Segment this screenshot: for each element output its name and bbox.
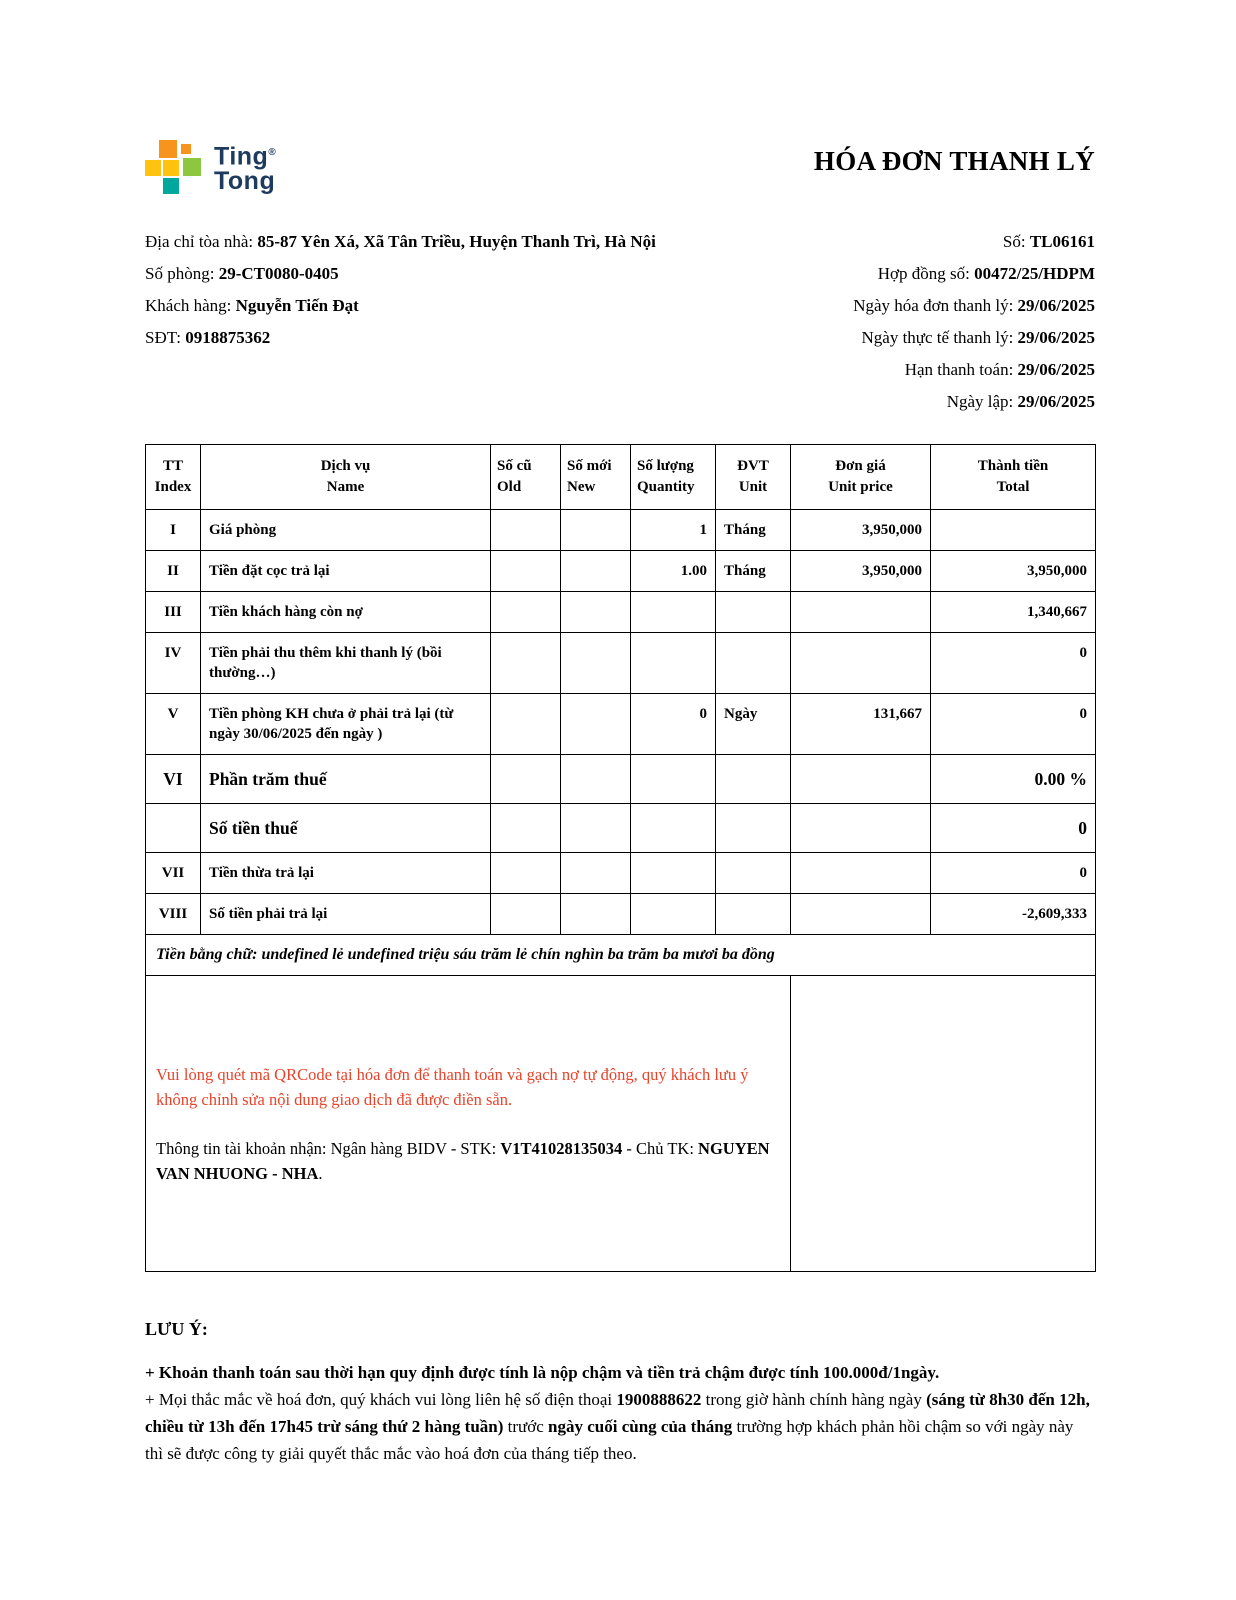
- cell-qty: [631, 894, 716, 935]
- cell-name: Số tiền phải trả lại: [201, 894, 491, 935]
- cell-new: [561, 804, 631, 853]
- payment-row: [146, 976, 1096, 1272]
- col-header-qty-en: Quantity: [637, 479, 695, 495]
- cell-total: 0: [931, 633, 1096, 694]
- room-number-value: 29-CT0080-0405: [218, 264, 339, 283]
- table-row-V: [146, 694, 1096, 755]
- cell-name: Phần trăm thuế: [201, 755, 491, 804]
- logo-pixel-square: [163, 178, 179, 194]
- cell-total: 0: [931, 694, 1096, 755]
- text-segment: 1900888622: [616, 1390, 702, 1409]
- cell-total: -2,609,333: [931, 894, 1096, 935]
- col-header-name-en: Name: [326, 479, 365, 495]
- room-number-label: Số phòng:: [145, 264, 219, 283]
- info-section: [145, 226, 1095, 418]
- col-header-index-en: Index: [154, 479, 192, 495]
- col-header-total-en: Total: [996, 479, 1030, 495]
- table-row-VIII: [146, 894, 1096, 935]
- invoice-number-value: TL06161: [1029, 232, 1095, 251]
- qr-payment-warning-text: Vui lòng quét mã QRCode tại hóa đơn để thanh toán và gạch nợ tự động, quý khách lưu ý không chỉnh sửa nội dung giao dịch đã được điền sẵn.: [156, 1064, 749, 1109]
- cell-old: [491, 804, 561, 853]
- text-segment: + Mọi thắc mắc về hoá đơn, quý khách vui lòng liên hệ số điện thoại: [145, 1390, 617, 1409]
- customer-name-value: Nguyễn Tiến Đạt: [235, 296, 359, 315]
- logo-pixel-square: [159, 140, 177, 158]
- col-header-unit-en: Unit: [738, 479, 768, 495]
- cell-price: 3,950,000: [791, 510, 931, 551]
- cell-old: [491, 694, 561, 755]
- cell-old: [491, 633, 561, 694]
- invoice-number: [853, 226, 1095, 258]
- cell-qty: 1.00: [631, 551, 716, 592]
- logo-pixel-square: [181, 144, 191, 154]
- customer-info-block: [145, 226, 660, 418]
- payment-due-date-value: 29/06/2025: [1017, 360, 1095, 379]
- col-header-new-vi: Số mới: [567, 458, 612, 474]
- cell-new: [561, 755, 631, 804]
- cell-old: [491, 853, 561, 894]
- text-segment: trường hợp khách phản hồi chậm so với ngày này thì sẽ được công ty giải quyết thắc mắc vào hoá đơn của tháng tiếp theo.: [145, 1417, 1074, 1463]
- col-header-old: [491, 445, 561, 510]
- col-header-unit-vi: ĐVT: [737, 458, 769, 474]
- payment-due-date: [853, 354, 1095, 386]
- col-header-old-vi: Số cũ: [497, 458, 532, 474]
- cell-index: I: [146, 510, 201, 551]
- invoice-table: [145, 444, 1096, 1272]
- text-segment: trước: [503, 1417, 549, 1436]
- cell-unit: Ngày: [716, 694, 791, 755]
- cell-total: [931, 510, 1096, 551]
- cell-price: [791, 633, 931, 694]
- text-segment: V1T41028135034: [500, 1138, 623, 1158]
- cell-unit: [716, 804, 791, 853]
- cell-qty: [631, 592, 716, 633]
- building-address-value: 85-87 Yên Xá, Xã Tân Triều, Huyện Thanh Trì, Hà Nội: [257, 232, 656, 251]
- table-row-tax-amount: [146, 804, 1096, 853]
- col-header-index: [146, 445, 201, 510]
- cell-new: [561, 592, 631, 633]
- qr-code-area: [791, 976, 1096, 1272]
- logo-pixel-square: [183, 158, 201, 176]
- logo-pixel-square: [145, 160, 161, 176]
- contract-number-label: Hợp đồng số:: [877, 264, 975, 283]
- cell-old: [491, 592, 561, 633]
- issue-date-value: 29/06/2025: [1017, 392, 1095, 411]
- col-header-price-en: Unit price: [828, 479, 893, 495]
- col-header-price-vi: Đơn giá: [835, 458, 886, 474]
- cell-unit: [716, 894, 791, 935]
- actual-liquidation-date-label: Ngày thực tế thanh lý:: [861, 328, 1018, 347]
- cell-index: VI: [146, 755, 201, 804]
- cell-new: [561, 633, 631, 694]
- cell-index: VIII: [146, 894, 201, 935]
- cell-new: [561, 694, 631, 755]
- cell-unit: [716, 633, 791, 694]
- cell-index: IV: [146, 633, 201, 694]
- table-row-IV: [146, 633, 1096, 694]
- cell-index: [146, 804, 201, 853]
- cell-price: 3,950,000: [791, 551, 931, 592]
- cell-unit: [716, 853, 791, 894]
- logo-word-tong: Tong: [214, 167, 276, 196]
- col-header-total: [931, 445, 1096, 510]
- cell-index: V: [146, 694, 201, 755]
- cell-qty: 0: [631, 694, 716, 755]
- issue-date: [853, 386, 1095, 418]
- tingtong-logo-icon: [145, 138, 203, 196]
- logo-word-ting: Ting: [214, 142, 269, 171]
- cell-price: [791, 592, 931, 633]
- text-segment: NGUYEN VAN NHUONG - NHA: [156, 1138, 770, 1183]
- cell-index: II: [146, 551, 201, 592]
- table-row-III: [146, 592, 1096, 633]
- col-header-name-vi: Dịch vụ: [320, 458, 371, 474]
- col-header-old-en: Old: [497, 479, 522, 495]
- cell-new: [561, 894, 631, 935]
- cell-index: VII: [146, 853, 201, 894]
- text-segment: + Khoản thanh toán sau thời hạn quy định được tính là nộp chậm và tiền trả chậm được tính 100.000đ/1ngày.: [145, 1363, 940, 1382]
- col-header-total-vi: Thành tiền: [977, 458, 1049, 474]
- cell-unit: Tháng: [716, 551, 791, 592]
- building-address: [145, 226, 660, 258]
- notes-title: LƯU Ý:: [145, 1319, 208, 1339]
- document-title: HÓA ĐƠN THANH LÝ: [813, 146, 1095, 176]
- cell-name: Tiền đặt cọc trả lại: [201, 551, 491, 592]
- logo-pixel-square: [163, 160, 179, 176]
- cell-old: [491, 551, 561, 592]
- actual-liquidation-date: [853, 322, 1095, 354]
- cell-qty: [631, 755, 716, 804]
- customer-name: [145, 290, 660, 322]
- cell-name: Tiền thừa trả lại: [201, 853, 491, 894]
- cell-new: [561, 551, 631, 592]
- phone-number: [145, 322, 660, 354]
- cell-name: Số tiền thuế: [201, 804, 491, 853]
- cell-price: 131,667: [791, 694, 931, 755]
- liquidation-invoice-date-label: Ngày hóa đơn thanh lý:: [853, 296, 1018, 315]
- cell-unit: [716, 755, 791, 804]
- table-row-VI: [146, 755, 1096, 804]
- col-header-index-vi: TT: [162, 458, 183, 474]
- text-segment: (sáng từ 8h30 đến 12h, chiều từ 13h đến 17h45 trừ sáng thứ 2 hàng tuần): [145, 1390, 1090, 1436]
- invoice-header: [145, 138, 1095, 196]
- cell-qty: [631, 853, 716, 894]
- cell-unit: Tháng: [716, 510, 791, 551]
- text-segment: ngày cuối cùng của tháng: [548, 1417, 733, 1436]
- cell-price: [791, 853, 931, 894]
- cell-total: 1,340,667: [931, 592, 1096, 633]
- cell-old: [491, 510, 561, 551]
- note-contact-info: [145, 1386, 1095, 1467]
- cell-old: [491, 894, 561, 935]
- actual-liquidation-date-value: 29/06/2025: [1017, 328, 1095, 347]
- room-number: [145, 258, 660, 290]
- logo-line-1: [214, 140, 276, 169]
- phone-number-label: SĐT:: [145, 328, 186, 347]
- issue-date-label: Ngày lập:: [946, 392, 1018, 411]
- cell-total: 3,950,000: [931, 551, 1096, 592]
- col-header-qty: [631, 445, 716, 510]
- notes-section: [145, 1316, 1095, 1467]
- text-segment: Thông tin tài khoản nhận: Ngân hàng BIDV - STK:: [156, 1138, 501, 1158]
- cell-total: 0.00 %: [931, 755, 1096, 804]
- liquidation-invoice-date: [853, 290, 1095, 322]
- cell-unit: [716, 592, 791, 633]
- cell-name: Tiền khách hàng còn nợ: [201, 592, 491, 633]
- text-segment: - Chủ TK:: [622, 1138, 699, 1158]
- table-row-VII: [146, 853, 1096, 894]
- col-header-name: [201, 445, 491, 510]
- table-row-II: [146, 551, 1096, 592]
- phone-number-value: 0918875362: [185, 328, 271, 347]
- text-segment: trong giờ hành chính hàng ngày: [701, 1390, 927, 1409]
- note-late-payment: [145, 1359, 1095, 1386]
- cell-price: [791, 755, 931, 804]
- cell-qty: [631, 633, 716, 694]
- cell-price: [791, 894, 931, 935]
- cell-new: [561, 510, 631, 551]
- amount-in-words-row: [146, 935, 1096, 976]
- registered-trademark-mark: ®: [268, 146, 277, 158]
- table-row-I: [146, 510, 1096, 551]
- contract-number: [853, 258, 1095, 290]
- invoice-number-label: Số:: [1002, 232, 1030, 251]
- cell-old: [491, 755, 561, 804]
- payment-due-date-label: Hạn thanh toán:: [904, 360, 1018, 379]
- table-header-row: [146, 445, 1096, 510]
- col-header-new-en: New: [567, 479, 596, 495]
- cell-total: 0: [931, 804, 1096, 853]
- customer-name-label: Khách hàng:: [145, 296, 236, 315]
- cell-price: [791, 804, 931, 853]
- col-header-qty-vi: Số lượng: [637, 458, 694, 474]
- col-header-new: [561, 445, 631, 510]
- payment-instructions-cell: [146, 976, 791, 1272]
- text-segment: .: [318, 1163, 323, 1183]
- cell-qty: 1: [631, 510, 716, 551]
- liquidation-invoice-date-value: 29/06/2025: [1017, 296, 1095, 315]
- col-header-unit: [716, 445, 791, 510]
- cell-new: [561, 853, 631, 894]
- contract-number-value: 00472/25/HDPM: [974, 264, 1095, 283]
- bank-account-text: [156, 1136, 778, 1186]
- cell-name: Giá phòng: [201, 510, 491, 551]
- tingtong-logo-text: [214, 140, 276, 194]
- cell-name: Tiền phòng KH chưa ở phải trả lại (từ ngày 30/06/2025 đến ngày ): [201, 694, 491, 755]
- invoice-meta-block: [853, 226, 1095, 418]
- cell-total: 0: [931, 853, 1096, 894]
- tingtong-logo: [145, 138, 276, 196]
- building-address-label: Địa chỉ tòa nhà:: [145, 232, 258, 251]
- cell-name: Tiền phải thu thêm khi thanh lý (bồi thường…): [201, 633, 491, 694]
- cell-qty: [631, 804, 716, 853]
- amount-in-words: Tiền bằng chữ: undefined lẻ undefined triệu sáu trăm lẻ chín nghìn ba trăm ba mươi ba đồng: [146, 935, 1096, 976]
- col-header-price: [791, 445, 931, 510]
- cell-index: III: [146, 592, 201, 633]
